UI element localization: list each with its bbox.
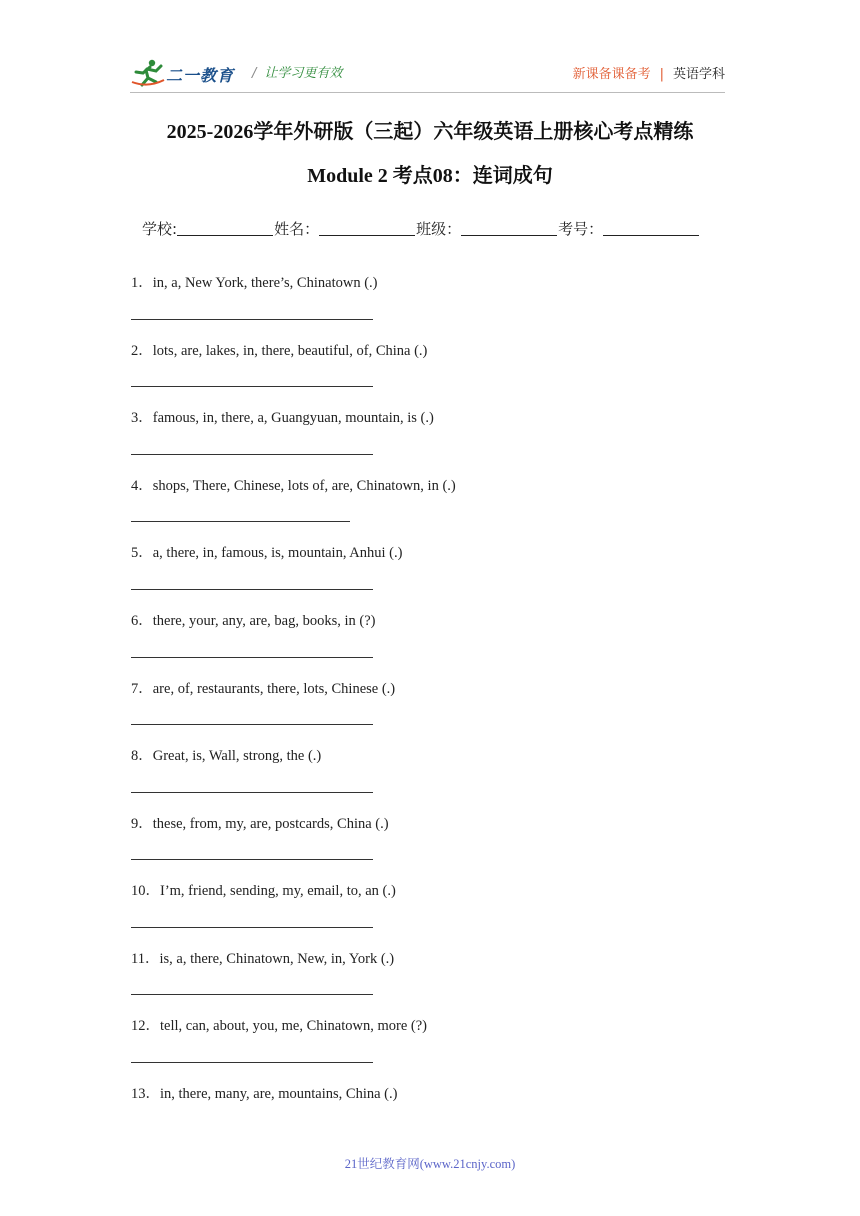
school-field[interactable] [177, 219, 273, 236]
page-header [130, 52, 725, 92]
name-field[interactable] [319, 219, 415, 236]
question-item [131, 406, 434, 427]
header-subject: 英语学科 [672, 67, 725, 82]
answer-line[interactable] [131, 994, 373, 995]
answer-line[interactable] [131, 859, 373, 860]
question-item [131, 1082, 397, 1103]
page-subtitle: Module 2 考点08：连词成句 [307, 165, 553, 187]
question-item [131, 541, 402, 562]
question-text: tell, can, about, you, me, Chinatown, more (?) [160, 1018, 427, 1034]
question-number: 11． [131, 951, 160, 967]
question-number: 12． [131, 1018, 160, 1034]
question-number: 3． [131, 410, 153, 426]
question-text: is, a, there, Chinatown, New, in, York (.) [159, 951, 395, 967]
question-number: 8． [131, 748, 153, 764]
slogan-separator: / [252, 66, 257, 81]
answer-line[interactable] [131, 589, 373, 590]
answer-line[interactable] [131, 792, 373, 793]
header-right [573, 63, 725, 82]
question-text: shops, There, Chinese, lots of, are, Chinatown, in (.) [152, 478, 456, 494]
question-number: 2． [131, 343, 153, 359]
question-text: famous, in, there, a, Guangyuan, mountain, is (.) [152, 410, 434, 426]
question-item [131, 677, 395, 698]
question-text: a, there, in, famous, is, mountain, Anhui (.) [152, 545, 403, 561]
question-number: 1． [131, 275, 153, 291]
class-label: 班级： [416, 220, 462, 238]
question-item [131, 271, 377, 292]
exam-number-field[interactable] [603, 219, 699, 236]
page-footer[interactable]: 21世纪教育网(www.21cnjy.com) [344, 1157, 516, 1171]
header-divider [130, 92, 725, 93]
header-separator: | [659, 67, 664, 82]
question-text: there, your, any, are, bag, books, in (?) [152, 613, 376, 629]
question-text: lots, are, lakes, in, there, beautiful, of, China (.) [152, 343, 428, 359]
question-number: 4． [131, 478, 153, 494]
question-number: 13． [131, 1086, 160, 1102]
class-field[interactable] [461, 219, 557, 236]
question-number: 6． [131, 613, 153, 629]
question-item [131, 879, 396, 900]
slogan [252, 62, 342, 81]
slogan-text: 让学习更有效 [264, 66, 343, 81]
question-item [131, 609, 376, 630]
question-number: 7． [131, 681, 153, 697]
question-number: 5． [131, 545, 153, 561]
logo-text: 二一教育 [166, 66, 235, 85]
header-course-label: 新课备课备考 [572, 67, 651, 82]
question-text: I’m, friend, sending, my, email, to, an (.) [160, 883, 396, 899]
runner-logo-icon [130, 58, 166, 88]
answer-line[interactable] [131, 1062, 373, 1063]
question-item [131, 339, 427, 360]
answer-line[interactable] [131, 386, 373, 387]
name-label: 姓名： [274, 220, 320, 238]
answer-line[interactable] [131, 521, 350, 522]
question-item [131, 1014, 427, 1035]
answer-line[interactable] [131, 657, 373, 658]
question-item [131, 947, 394, 968]
answer-line[interactable] [131, 724, 373, 725]
question-text: Great, is, Wall, strong, the (.) [152, 748, 322, 764]
question-number: 10． [131, 883, 160, 899]
logo [130, 58, 240, 88]
question-item [131, 474, 456, 495]
answer-line[interactable] [131, 927, 373, 928]
question-text: these, from, my, are, postcards, China (.) [152, 816, 389, 832]
exam-number-label: 考号： [558, 220, 604, 238]
question-text: in, there, many, are, mountains, China (.) [160, 1086, 398, 1102]
question-text: in, a, New York, there’s, Chinatown (.) [152, 275, 378, 291]
question-item [131, 744, 321, 765]
answer-line[interactable] [131, 454, 373, 455]
school-label: 学校: [142, 220, 178, 238]
question-item [131, 812, 389, 833]
page-title: 2025-2026学年外研版（三起）六年级英语上册核心考点精练 [166, 121, 694, 143]
student-info-row [142, 218, 700, 239]
question-number: 9． [131, 816, 153, 832]
question-text: are, of, restaurants, there, lots, Chinese (.) [152, 681, 396, 697]
answer-line[interactable] [131, 319, 373, 320]
